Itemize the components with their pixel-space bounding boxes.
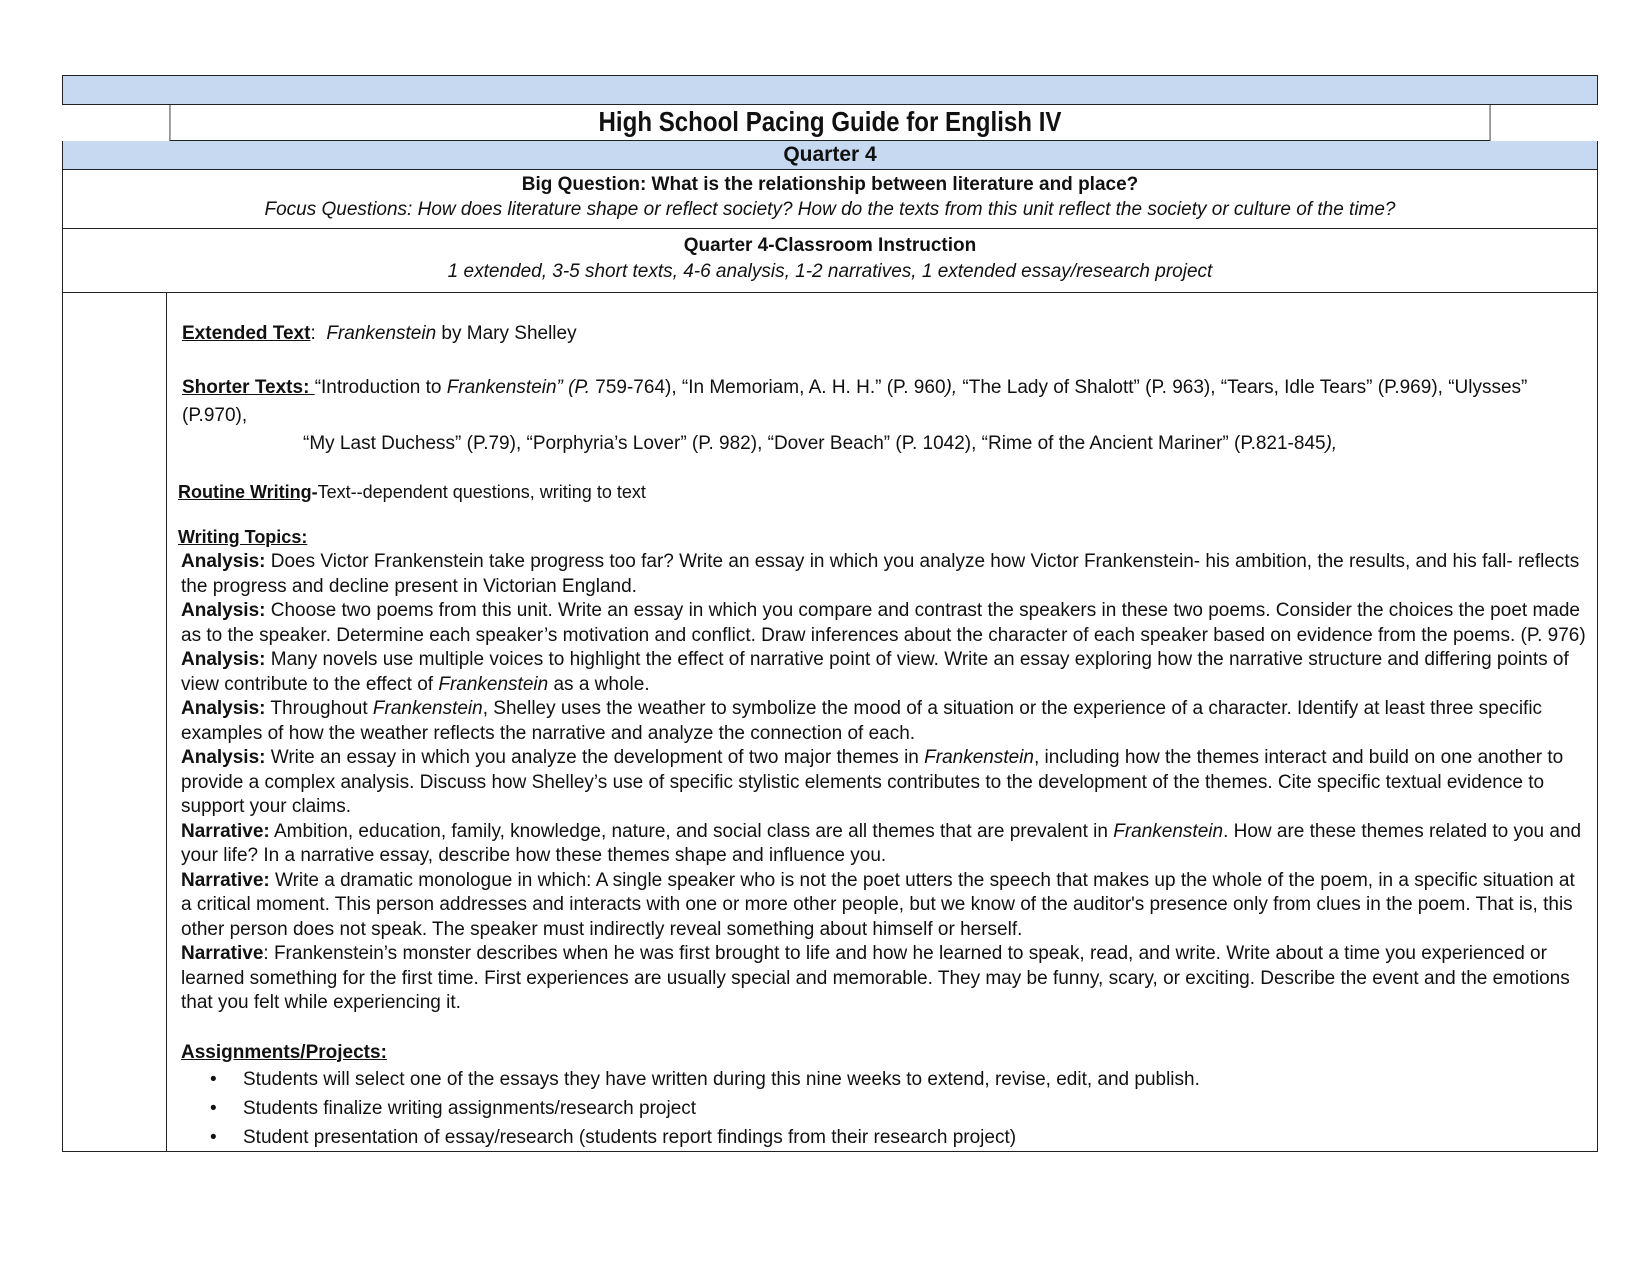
instruction-title: Quarter 4-Classroom Instruction	[683, 235, 977, 256]
list-item: • Student presentation of essay/research (students report findings from their research project)	[175, 1123, 1589, 1152]
list-item: • Students finalize writing assignments/research project	[175, 1094, 1589, 1123]
topic-label: Analysis:	[181, 698, 266, 719]
shorter-texts-line-2	[303, 430, 1589, 458]
writing-topic-6	[181, 820, 1589, 869]
assignments-heading: Assignments/Projects:	[181, 1041, 387, 1063]
shorter-texts-label: Shorter Texts:	[182, 377, 315, 398]
topic-label: Analysis:	[181, 600, 266, 621]
unit-content	[175, 293, 1589, 1152]
writing-topic-1	[181, 550, 1589, 599]
topic-label: Analysis:	[181, 551, 266, 572]
shorter-text-line2-a: “My Last Duchess” (P.79), “Porphyria’s Lover” (P. 982), “Dover Beach” (P. 1042), “Rime of the Ancient Mariner” (P.821-845	[303, 433, 1326, 454]
shorter-text-line2-b: ),	[1325, 433, 1338, 454]
shorter-text-intro-e: “The Lady of Shalott” (P. 963), “Tears, Idle Tears” (P.969), “Ulysses” (P.970),	[182, 377, 1528, 426]
extended-text-label: Extended Text	[182, 323, 311, 344]
topic-text: . How are these themes related to you and your life? In a narrative essay, describe how these themes shape and influence you.	[181, 820, 1582, 866]
topic-italic-title: Frankenstein	[1113, 820, 1224, 842]
focus-questions: Focus Questions: How does literature shape or reflect society? How do the texts from this unit reflect the society or culture of the time?	[264, 199, 1396, 220]
topic-text: Write a dramatic monologue in which: A single speaker who is not the poet utters the speech that makes up the whole of the poem, in a specific situation at a critical moment. This person addresses and interacts with one or more other people, but we know of the auditor's presence only from clues in the poem. That is, this other person does not speak. The speaker must indirectly reveal something about himself or herself.	[181, 869, 1575, 940]
topic-text: Write an essay in which you analyze the development of two major themes in	[265, 747, 925, 768]
topic-label: Analysis:	[181, 649, 266, 670]
classroom-instruction-row	[62, 229, 1598, 293]
extended-text-title: Frankenstein	[326, 323, 437, 344]
topic-text: , Shelley uses the weather to symbolize the mood of a situation or the experience of a character. Identify at least three specific examples of how the weather reflects the narrative and analyze the connection of each.	[181, 698, 1543, 744]
topic-text: as a whole.	[548, 673, 650, 695]
instruction-summary: 1 extended, 3-5 short texts, 4-6 analysis, 1-2 narratives, 1 extended essay/research project	[447, 261, 1213, 282]
routine-writing-dash: -	[311, 482, 318, 502]
list-item: • Students will select one of the essays they have written during this nine weeks to extend, revise, edit, and publish.	[175, 1065, 1589, 1094]
writing-topic-4	[181, 697, 1589, 746]
topic-label: Narrative:	[181, 869, 270, 891]
topic-label: Analysis:	[181, 747, 266, 768]
extended-text-colon: :	[310, 323, 316, 344]
writing-topic-8	[181, 942, 1589, 1016]
topic-text: : Frankenstein’s monster describes when he was first brought to life and how he learned to speak, read, and write. Write about a time you experienced or learned something for the first time. First experiences are usually special and memorable. They may be funny, scary, or exciting. Describe the event and the emotions that you felt while experiencing it.	[181, 943, 1570, 1013]
topic-text: , including how the themes interact and build on one another to provide a complex analysis. Discuss how Shelley’s use of specific stylistic elements contributes to the development of the themes. Cite specific textual evidence to support your claims.	[181, 747, 1564, 817]
shorter-texts-line	[182, 374, 1589, 430]
writing-topic-5	[181, 746, 1589, 820]
document-title: High School Pacing Guide for English IV	[170, 105, 1491, 141]
writing-topic-2	[181, 599, 1589, 648]
extended-text-line	[182, 321, 1589, 346]
topic-italic-title: Frankenstein	[924, 747, 1034, 768]
topic-italic-title: Frankenstein	[372, 698, 483, 719]
left-margin-column	[63, 293, 167, 1151]
assignments-list	[175, 1065, 1589, 1152]
topic-italic-title: Frankenstein	[438, 673, 549, 695]
routine-writing-text: Text--dependent questions, writing to text	[317, 482, 646, 502]
shorter-text-intro-c: 759-764), “In Memoriam, A. H. H.” (P. 960	[590, 377, 946, 398]
topic-text: Does Victor Frankenstein take progress too far? Write an essay in which you analyze how Victor Frankenstein- his ambition, the results, and his fall- reflects the progress and decline present in Victorian England.	[181, 551, 1580, 597]
topic-text: Ambition, education, family, knowledge, nature, and social class are all themes that are prevalent in	[269, 820, 1114, 842]
writing-topics-heading: Writing Topics:	[178, 527, 308, 547]
topic-text: Throughout	[265, 698, 373, 719]
routine-writing-line	[178, 480, 1589, 505]
topic-text: Choose two poems from this unit. Write an essay in which you compare and contrast the speakers in these two poems. Consider the choices the poet made as to the speaker. Determine each speaker’s motivation and conflict. Draw inferences about the character of each speaker based on evidence from the poems. (P. 976)	[181, 600, 1586, 646]
big-question-row	[62, 170, 1598, 229]
writing-topic-3	[181, 648, 1589, 697]
quarter-heading: Quarter 4	[62, 141, 1598, 170]
unit-content-row	[62, 293, 1598, 1152]
routine-writing-label: Routine Writing	[178, 482, 312, 502]
writing-topics-list	[181, 550, 1589, 1016]
shorter-text-intro-a: “Introduction to	[314, 377, 447, 398]
extended-text-author: by Mary Shelley	[436, 323, 577, 344]
big-question: Big Question: What is the relationship between literature and place?	[521, 174, 1139, 195]
top-banner-row	[62, 75, 1598, 105]
shorter-text-intro-b: Frankenstein” (P.	[446, 377, 590, 398]
writing-topic-7	[181, 869, 1589, 943]
topic-label: Narrative:	[181, 820, 270, 842]
topic-text: Many novels use multiple voices to highlight the effect of narrative point of view. Write an essay exploring how the narrative structure and differing points of view contribute to the effect of	[181, 649, 1569, 695]
shorter-text-intro-d: ),	[945, 377, 958, 398]
topic-label: Narrative	[181, 943, 264, 964]
pacing-guide-table	[62, 75, 1598, 1152]
